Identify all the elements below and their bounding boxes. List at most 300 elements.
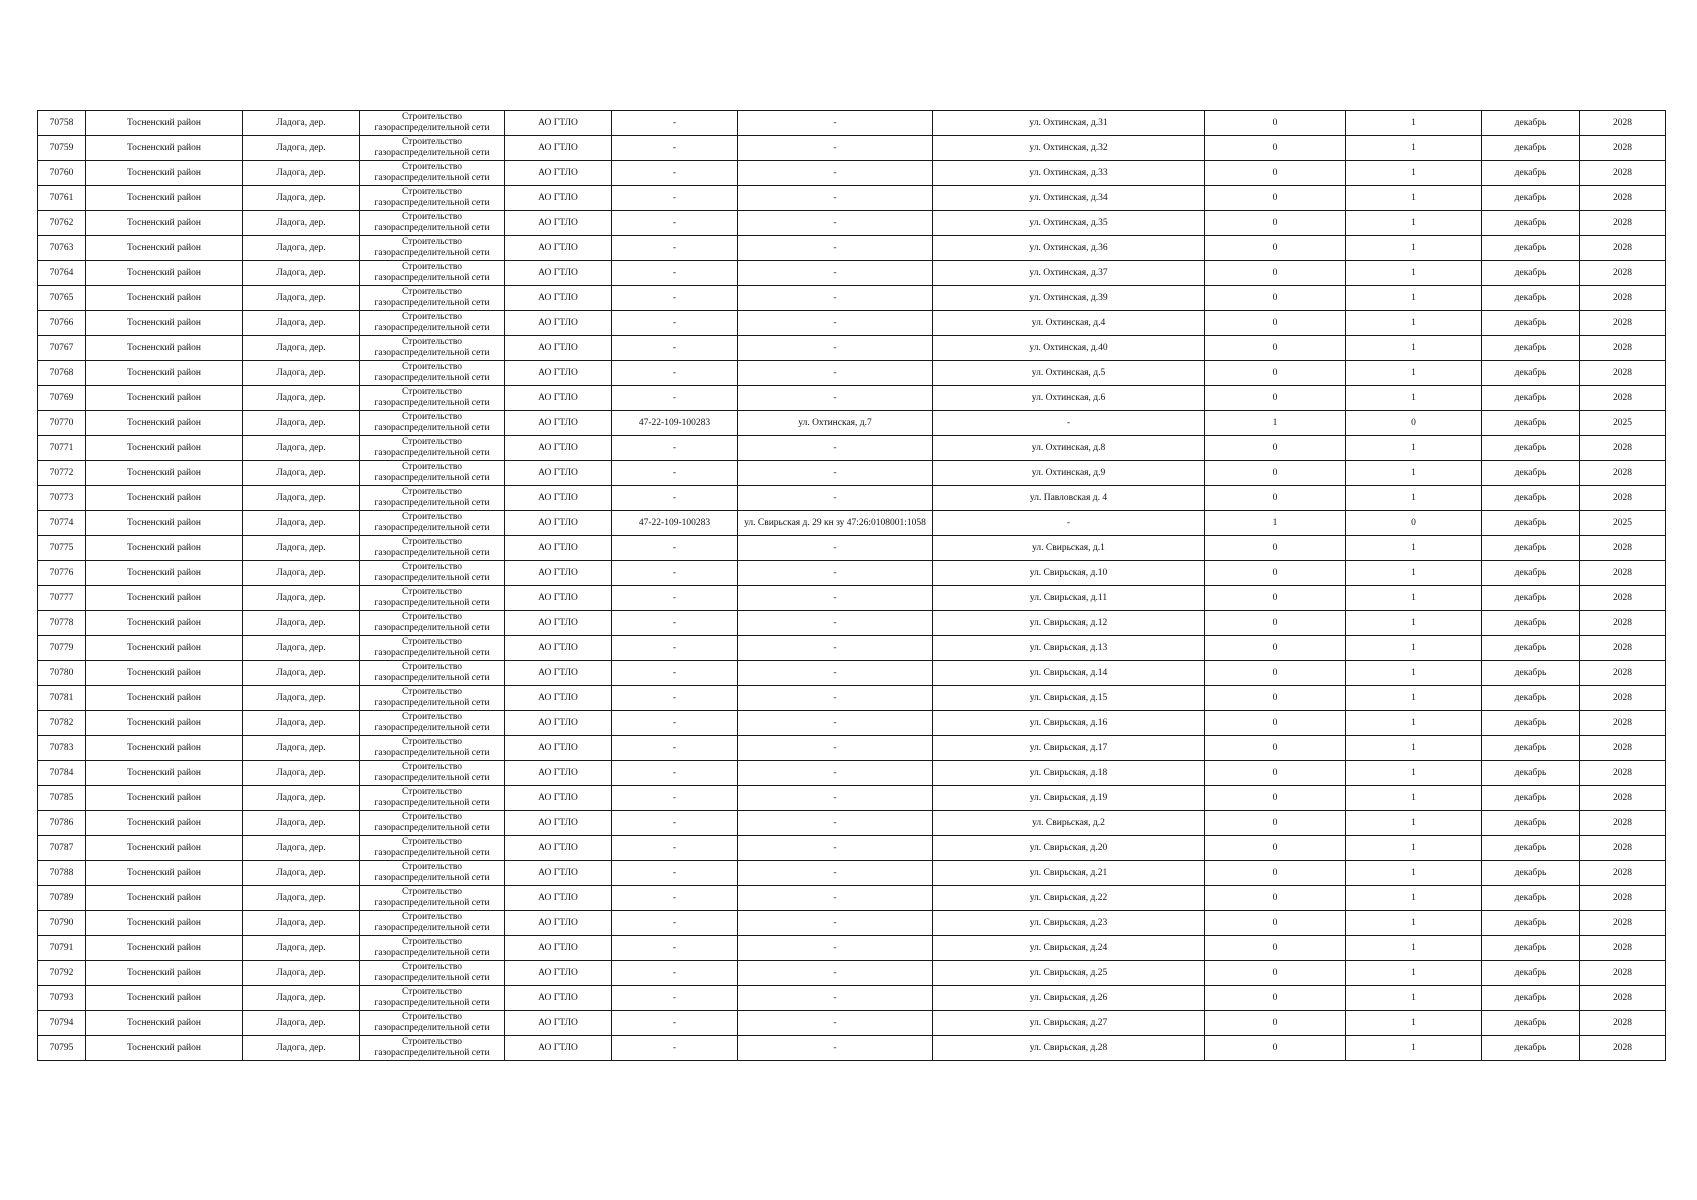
cell-network-code: -: [612, 936, 738, 961]
cell-organization: АО ГТЛО: [505, 186, 612, 211]
cell-connected-object: -: [738, 161, 933, 186]
cell-network-code: -: [612, 436, 738, 461]
cell-connected-object: -: [738, 311, 933, 336]
cell-year: 2028: [1580, 811, 1666, 836]
table-row: [38, 761, 1666, 786]
cell-district: Тосненский район: [86, 386, 243, 411]
cell-id: 70764: [38, 261, 86, 286]
cell-settlement: Ладога, дер.: [243, 586, 360, 611]
cell-organization: АО ГТЛО: [505, 561, 612, 586]
cell-connected-object: -: [738, 286, 933, 311]
cell-address: ул. Охтинская, д.31: [933, 111, 1205, 136]
cell-year: 2028: [1580, 161, 1666, 186]
cell-district: Тосненский район: [86, 611, 243, 636]
cell-month: декабрь: [1482, 361, 1580, 386]
cell-year: 2028: [1580, 786, 1666, 811]
cell-month: декабрь: [1482, 261, 1580, 286]
cell-connected-object: -: [738, 486, 933, 511]
cell-connected-object: ул. Свирьская д. 29 кн зу 47:26:0108001:1058: [738, 511, 933, 536]
cell-organization: АО ГТЛО: [505, 486, 612, 511]
table-row: [38, 836, 1666, 861]
cell-year: 2028: [1580, 136, 1666, 161]
table-row: [38, 361, 1666, 386]
cell-network-code: -: [612, 786, 738, 811]
cell-address: ул. Охтинская, д.35: [933, 211, 1205, 236]
cell-value-1: 0: [1205, 686, 1346, 711]
cell-connected-object: -: [738, 786, 933, 811]
cell-network-code: -: [612, 236, 738, 261]
cell-month: декабрь: [1482, 661, 1580, 686]
cell-work-type: Строительство газораспределительной сети: [360, 361, 505, 386]
cell-connected-object: -: [738, 936, 933, 961]
cell-month: декабрь: [1482, 461, 1580, 486]
cell-value-2: 1: [1346, 711, 1482, 736]
cell-year: 2028: [1580, 286, 1666, 311]
cell-work-type: Строительство газораспределительной сети: [360, 1011, 505, 1036]
cell-network-code: -: [612, 111, 738, 136]
cell-organization: АО ГТЛО: [505, 911, 612, 936]
cell-value-2: 1: [1346, 661, 1482, 686]
cell-settlement: Ладога, дер.: [243, 386, 360, 411]
cell-settlement: Ладога, дер.: [243, 886, 360, 911]
table-row: [38, 486, 1666, 511]
cell-work-type: Строительство газораспределительной сети: [360, 886, 505, 911]
cell-value-1: 1: [1205, 511, 1346, 536]
cell-settlement: Ладога, дер.: [243, 536, 360, 561]
cell-organization: АО ГТЛО: [505, 986, 612, 1011]
cell-work-type: Строительство газораспределительной сети: [360, 486, 505, 511]
cell-year: 2028: [1580, 986, 1666, 1011]
cell-district: Тосненский район: [86, 861, 243, 886]
cell-year: 2028: [1580, 961, 1666, 986]
cell-id: 70781: [38, 686, 86, 711]
cell-district: Тосненский район: [86, 661, 243, 686]
cell-district: Тосненский район: [86, 986, 243, 1011]
cell-settlement: Ладога, дер.: [243, 136, 360, 161]
table-row: [38, 686, 1666, 711]
cell-month: декабрь: [1482, 236, 1580, 261]
cell-address: ул. Свирьская, д.27: [933, 1011, 1205, 1036]
cell-district: Тосненский район: [86, 111, 243, 136]
cell-connected-object: -: [738, 986, 933, 1011]
cell-year: 2028: [1580, 686, 1666, 711]
table-row: [38, 211, 1666, 236]
cell-value-2: 1: [1346, 211, 1482, 236]
cell-district: Тосненский район: [86, 1011, 243, 1036]
cell-organization: АО ГТЛО: [505, 311, 612, 336]
table-row: [38, 961, 1666, 986]
cell-work-type: Строительство газораспределительной сети: [360, 711, 505, 736]
cell-organization: АО ГТЛО: [505, 211, 612, 236]
cell-settlement: Ладога, дер.: [243, 261, 360, 286]
cell-network-code: -: [612, 211, 738, 236]
cell-value-1: 0: [1205, 911, 1346, 936]
cell-work-type: Строительство газораспределительной сети: [360, 686, 505, 711]
cell-address: ул. Свирьская, д.12: [933, 611, 1205, 636]
cell-value-2: 1: [1346, 861, 1482, 886]
cell-district: Тосненский район: [86, 211, 243, 236]
cell-address: ул. Свирьская, д.26: [933, 986, 1205, 1011]
cell-work-type: Строительство газораспределительной сети: [360, 236, 505, 261]
cell-work-type: Строительство газораспределительной сети: [360, 811, 505, 836]
cell-address: ул. Свирьская, д.2: [933, 811, 1205, 836]
cell-value-2: 1: [1346, 686, 1482, 711]
cell-year: 2028: [1580, 561, 1666, 586]
cell-connected-object: -: [738, 836, 933, 861]
cell-district: Тосненский район: [86, 686, 243, 711]
cell-settlement: Ладога, дер.: [243, 211, 360, 236]
cell-district: Тосненский район: [86, 711, 243, 736]
cell-month: декабрь: [1482, 436, 1580, 461]
cell-settlement: Ладога, дер.: [243, 911, 360, 936]
cell-value-2: 1: [1346, 836, 1482, 861]
cell-settlement: Ладога, дер.: [243, 661, 360, 686]
cell-value-1: 0: [1205, 711, 1346, 736]
cell-network-code: -: [612, 686, 738, 711]
cell-id: 70760: [38, 161, 86, 186]
cell-value-2: 1: [1346, 286, 1482, 311]
cell-value-2: 1: [1346, 1036, 1482, 1061]
cell-month: декабрь: [1482, 686, 1580, 711]
cell-value-1: 0: [1205, 1011, 1346, 1036]
cell-value-2: 1: [1346, 186, 1482, 211]
table-row: [38, 161, 1666, 186]
cell-value-2: 1: [1346, 886, 1482, 911]
cell-year: 2028: [1580, 311, 1666, 336]
cell-month: декабрь: [1482, 611, 1580, 636]
cell-organization: АО ГТЛО: [505, 886, 612, 911]
table-row: [38, 1011, 1666, 1036]
cell-value-2: 1: [1346, 636, 1482, 661]
cell-id: 70779: [38, 636, 86, 661]
cell-organization: АО ГТЛО: [505, 936, 612, 961]
cell-year: 2028: [1580, 711, 1666, 736]
cell-id: 70762: [38, 211, 86, 236]
cell-organization: АО ГТЛО: [505, 261, 612, 286]
cell-district: Тосненский район: [86, 536, 243, 561]
table-row: [38, 336, 1666, 361]
cell-connected-object: -: [738, 261, 933, 286]
cell-year: 2028: [1580, 261, 1666, 286]
cell-connected-object: -: [738, 961, 933, 986]
table-row: [38, 286, 1666, 311]
cell-id: 70761: [38, 186, 86, 211]
cell-id: 70795: [38, 1036, 86, 1061]
cell-value-2: 1: [1346, 486, 1482, 511]
cell-organization: АО ГТЛО: [505, 711, 612, 736]
cell-district: Тосненский район: [86, 1036, 243, 1061]
cell-network-code: 47-22-109-100283: [612, 411, 738, 436]
cell-work-type: Строительство газораспределительной сети: [360, 586, 505, 611]
cell-network-code: -: [612, 661, 738, 686]
cell-work-type: Строительство газораспределительной сети: [360, 836, 505, 861]
cell-value-1: 0: [1205, 486, 1346, 511]
cell-district: Тосненский район: [86, 186, 243, 211]
cell-network-code: -: [612, 186, 738, 211]
cell-network-code: -: [612, 961, 738, 986]
cell-settlement: Ладога, дер.: [243, 161, 360, 186]
cell-connected-object: -: [738, 186, 933, 211]
cell-district: Тосненский район: [86, 311, 243, 336]
cell-month: декабрь: [1482, 336, 1580, 361]
cell-value-1: 0: [1205, 211, 1346, 236]
cell-connected-object: -: [738, 361, 933, 386]
cell-district: Тосненский район: [86, 636, 243, 661]
cell-value-2: 0: [1346, 511, 1482, 536]
table-row: [38, 886, 1666, 911]
table-row: [38, 986, 1666, 1011]
cell-work-type: Строительство газораспределительной сети: [360, 536, 505, 561]
cell-network-code: -: [612, 1011, 738, 1036]
cell-organization: АО ГТЛО: [505, 861, 612, 886]
cell-settlement: Ладога, дер.: [243, 561, 360, 586]
cell-work-type: Строительство газораспределительной сети: [360, 961, 505, 986]
gas-network-table: [37, 110, 1666, 1061]
cell-settlement: Ладога, дер.: [243, 861, 360, 886]
cell-district: Тосненский район: [86, 936, 243, 961]
cell-district: Тосненский район: [86, 911, 243, 936]
cell-year: 2028: [1580, 461, 1666, 486]
table-row: [38, 461, 1666, 486]
table-row: [38, 236, 1666, 261]
cell-network-code: 47-22-109-100283: [612, 511, 738, 536]
cell-connected-object: -: [738, 236, 933, 261]
cell-address: ул. Свирьская, д.18: [933, 761, 1205, 786]
cell-month: декабрь: [1482, 536, 1580, 561]
cell-value-1: 0: [1205, 461, 1346, 486]
cell-work-type: Строительство газораспределительной сети: [360, 286, 505, 311]
cell-value-2: 1: [1346, 161, 1482, 186]
cell-address: ул. Свирьская, д.1: [933, 536, 1205, 561]
cell-network-code: -: [612, 611, 738, 636]
table-row: [38, 936, 1666, 961]
cell-address: ул. Свирьская, д.11: [933, 586, 1205, 611]
cell-month: декабрь: [1482, 386, 1580, 411]
cell-connected-object: -: [738, 636, 933, 661]
table-row: [38, 436, 1666, 461]
cell-network-code: -: [612, 636, 738, 661]
cell-work-type: Строительство газораспределительной сети: [360, 936, 505, 961]
cell-network-code: -: [612, 986, 738, 1011]
cell-network-code: -: [612, 886, 738, 911]
cell-value-2: 1: [1346, 1011, 1482, 1036]
cell-address: -: [933, 411, 1205, 436]
cell-id: 70772: [38, 461, 86, 486]
cell-work-type: Строительство газораспределительной сети: [360, 261, 505, 286]
cell-settlement: Ладога, дер.: [243, 186, 360, 211]
cell-id: 70766: [38, 311, 86, 336]
cell-year: 2028: [1580, 761, 1666, 786]
cell-settlement: Ладога, дер.: [243, 736, 360, 761]
cell-settlement: Ладога, дер.: [243, 811, 360, 836]
cell-month: декабрь: [1482, 411, 1580, 436]
cell-settlement: Ладога, дер.: [243, 336, 360, 361]
cell-settlement: Ладога, дер.: [243, 461, 360, 486]
cell-network-code: -: [612, 861, 738, 886]
cell-value-1: 0: [1205, 361, 1346, 386]
cell-organization: АО ГТЛО: [505, 436, 612, 461]
cell-network-code: -: [612, 311, 738, 336]
table-row: [38, 586, 1666, 611]
cell-settlement: Ладога, дер.: [243, 1011, 360, 1036]
cell-connected-object: -: [738, 336, 933, 361]
cell-id: 70765: [38, 286, 86, 311]
cell-address: ул. Свирьская, д.23: [933, 911, 1205, 936]
cell-id: 70782: [38, 711, 86, 736]
cell-organization: АО ГТЛО: [505, 686, 612, 711]
cell-connected-object: -: [738, 686, 933, 711]
cell-month: декабрь: [1482, 1011, 1580, 1036]
cell-work-type: Строительство газораспределительной сети: [360, 986, 505, 1011]
cell-id: 70776: [38, 561, 86, 586]
cell-id: 70758: [38, 111, 86, 136]
cell-settlement: Ладога, дер.: [243, 761, 360, 786]
cell-year: 2028: [1580, 886, 1666, 911]
cell-year: 2028: [1580, 386, 1666, 411]
cell-address: ул. Охтинская, д.8: [933, 436, 1205, 461]
table-row: [38, 136, 1666, 161]
cell-year: 2028: [1580, 211, 1666, 236]
table-row: [38, 386, 1666, 411]
cell-district: Тосненский район: [86, 361, 243, 386]
cell-district: Тосненский район: [86, 286, 243, 311]
cell-value-2: 1: [1346, 111, 1482, 136]
cell-address: ул. Свирьская, д.13: [933, 636, 1205, 661]
cell-district: Тосненский район: [86, 336, 243, 361]
cell-address: ул. Павловская д. 4: [933, 486, 1205, 511]
cell-address: ул. Охтинская, д.36: [933, 236, 1205, 261]
cell-month: декабрь: [1482, 811, 1580, 836]
cell-work-type: Строительство газораспределительной сети: [360, 911, 505, 936]
cell-address: ул. Охтинская, д.5: [933, 361, 1205, 386]
cell-work-type: Строительство газораспределительной сети: [360, 461, 505, 486]
cell-organization: АО ГТЛО: [505, 736, 612, 761]
cell-organization: АО ГТЛО: [505, 961, 612, 986]
cell-settlement: Ладога, дер.: [243, 436, 360, 461]
cell-value-1: 0: [1205, 836, 1346, 861]
cell-month: декабрь: [1482, 986, 1580, 1011]
cell-month: декабрь: [1482, 961, 1580, 986]
cell-month: декабрь: [1482, 736, 1580, 761]
cell-address: ул. Охтинская, д.34: [933, 186, 1205, 211]
cell-connected-object: -: [738, 461, 933, 486]
cell-id: 70792: [38, 961, 86, 986]
cell-value-2: 1: [1346, 961, 1482, 986]
cell-address: ул. Охтинская, д.6: [933, 386, 1205, 411]
cell-id: 70793: [38, 986, 86, 1011]
cell-id: 70770: [38, 411, 86, 436]
cell-value-2: 1: [1346, 311, 1482, 336]
cell-network-code: -: [612, 361, 738, 386]
cell-month: декабрь: [1482, 911, 1580, 936]
cell-settlement: Ладога, дер.: [243, 686, 360, 711]
cell-address: ул. Свирьская, д.19: [933, 786, 1205, 811]
cell-connected-object: -: [738, 611, 933, 636]
cell-work-type: Строительство газораспределительной сети: [360, 511, 505, 536]
cell-id: 70784: [38, 761, 86, 786]
cell-district: Тосненский район: [86, 161, 243, 186]
cell-settlement: Ладога, дер.: [243, 486, 360, 511]
cell-organization: АО ГТЛО: [505, 161, 612, 186]
cell-value-2: 1: [1346, 236, 1482, 261]
cell-connected-object: -: [738, 1011, 933, 1036]
cell-work-type: Строительство газораспределительной сети: [360, 211, 505, 236]
cell-address: ул. Охтинская, д.33: [933, 161, 1205, 186]
cell-address: ул. Свирьская, д.16: [933, 711, 1205, 736]
cell-work-type: Строительство газораспределительной сети: [360, 1036, 505, 1061]
cell-value-1: 0: [1205, 736, 1346, 761]
cell-value-1: 0: [1205, 586, 1346, 611]
cell-connected-object: -: [738, 111, 933, 136]
cell-id: 70763: [38, 236, 86, 261]
cell-work-type: Строительство газораспределительной сети: [360, 761, 505, 786]
cell-value-2: 1: [1346, 986, 1482, 1011]
cell-year: 2028: [1580, 111, 1666, 136]
cell-work-type: Строительство газораспределительной сети: [360, 161, 505, 186]
cell-address: ул. Свирьская, д.10: [933, 561, 1205, 586]
cell-year: 2028: [1580, 936, 1666, 961]
cell-id: 70775: [38, 536, 86, 561]
cell-address: ул. Охтинская, д.9: [933, 461, 1205, 486]
cell-year: 2028: [1580, 486, 1666, 511]
cell-value-1: 0: [1205, 661, 1346, 686]
cell-connected-object: ул. Охтинская, д.7: [738, 411, 933, 436]
cell-organization: АО ГТЛО: [505, 461, 612, 486]
cell-district: Тосненский район: [86, 761, 243, 786]
cell-year: 2025: [1580, 511, 1666, 536]
cell-month: декабрь: [1482, 761, 1580, 786]
cell-value-1: 0: [1205, 986, 1346, 1011]
cell-organization: АО ГТЛО: [505, 1011, 612, 1036]
cell-month: декабрь: [1482, 786, 1580, 811]
cell-address: ул. Охтинская, д.39: [933, 286, 1205, 311]
cell-value-1: 0: [1205, 261, 1346, 286]
cell-work-type: Строительство газораспределительной сети: [360, 336, 505, 361]
cell-value-2: 1: [1346, 436, 1482, 461]
cell-district: Тосненский район: [86, 836, 243, 861]
cell-month: декабрь: [1482, 561, 1580, 586]
cell-value-1: 0: [1205, 386, 1346, 411]
cell-id: 70777: [38, 586, 86, 611]
cell-value-2: 1: [1346, 811, 1482, 836]
cell-work-type: Строительство газораспределительной сети: [360, 411, 505, 436]
cell-month: декабрь: [1482, 111, 1580, 136]
cell-month: декабрь: [1482, 861, 1580, 886]
cell-network-code: -: [612, 261, 738, 286]
cell-value-1: 0: [1205, 161, 1346, 186]
cell-organization: АО ГТЛО: [505, 761, 612, 786]
table-row: [38, 711, 1666, 736]
cell-year: 2028: [1580, 1036, 1666, 1061]
cell-id: 70780: [38, 661, 86, 686]
cell-settlement: Ладога, дер.: [243, 986, 360, 1011]
cell-organization: АО ГТЛО: [505, 836, 612, 861]
cell-organization: АО ГТЛО: [505, 361, 612, 386]
table-row: [38, 661, 1666, 686]
cell-value-2: 1: [1346, 736, 1482, 761]
cell-id: 70771: [38, 436, 86, 461]
cell-network-code: -: [612, 486, 738, 511]
cell-address: ул. Свирьская, д.24: [933, 936, 1205, 961]
table-row: [38, 261, 1666, 286]
cell-month: декабрь: [1482, 511, 1580, 536]
cell-month: декабрь: [1482, 136, 1580, 161]
cell-network-code: -: [612, 736, 738, 761]
cell-id: 70778: [38, 611, 86, 636]
cell-settlement: Ладога, дер.: [243, 836, 360, 861]
cell-id: 70767: [38, 336, 86, 361]
cell-district: Тосненский район: [86, 586, 243, 611]
